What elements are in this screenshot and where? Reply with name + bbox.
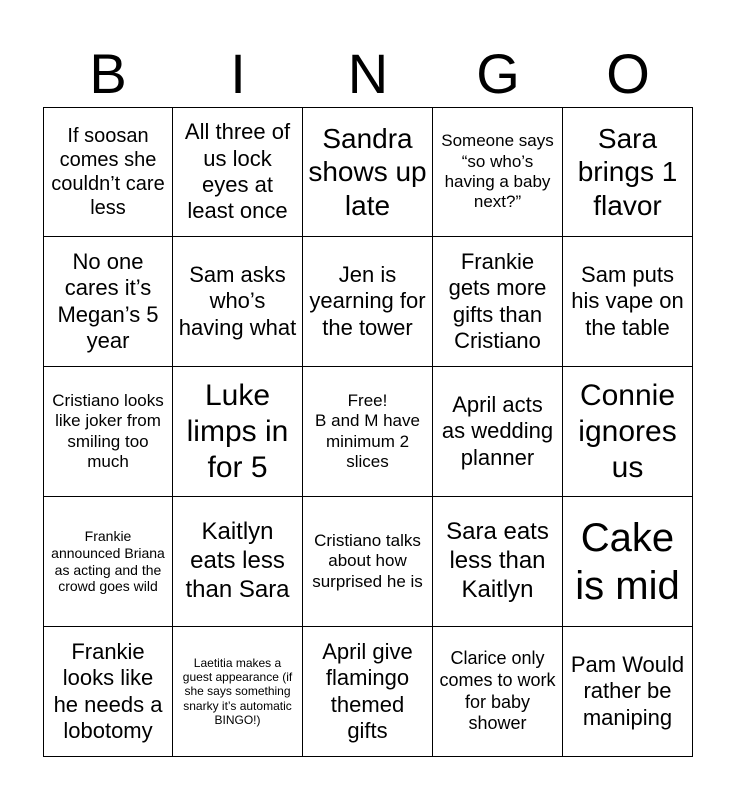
bingo-cell[interactable] — [433, 237, 563, 367]
bingo-cell-text: April acts as wedding planner — [441, 391, 554, 470]
bingo-cell-text: Pam Would rather be maniping — [570, 651, 685, 730]
bingo-cell-text: Luke limps in for 5 — [186, 378, 289, 484]
bingo-cell[interactable] — [173, 627, 303, 757]
bingo-cell-text: Sara eats less than Kaitlyn — [446, 518, 549, 603]
bingo-cell-text: Clarice only comes to work for baby shower — [439, 648, 556, 734]
bingo-cell-text: Sara brings 1 flavor — [577, 122, 678, 221]
bingo-cell[interactable] — [173, 107, 303, 237]
bingo-cell[interactable] — [303, 497, 433, 627]
bingo-cell[interactable] — [173, 237, 303, 367]
bingo-cell-text: Frankie looks like he needs a lobotomy — [53, 638, 163, 743]
bingo-cell[interactable] — [43, 107, 173, 237]
bingo-cell[interactable] — [173, 497, 303, 627]
bingo-cell-text: Someone says “so who’s having a baby next?” — [441, 131, 554, 212]
bingo-cell-text: No one cares it’s Megan’s 5 year — [57, 248, 159, 353]
bingo-cell[interactable] — [303, 627, 433, 757]
bingo-cell[interactable] — [563, 237, 693, 367]
bingo-cell[interactable] — [43, 627, 173, 757]
header-letter-n: N — [347, 42, 389, 105]
bingo-cell-text: Free! B and M have minimum 2 slices — [315, 390, 420, 471]
bingo-cell[interactable] — [433, 627, 563, 757]
bingo-cell-text: Cristiano talks about how surprised he is — [312, 530, 423, 591]
bingo-cell-text: Sandra shows up late — [308, 122, 427, 221]
bingo-cell-text: Jen is yearning for the tower — [309, 261, 426, 340]
bingo-cell[interactable] — [433, 497, 563, 627]
bingo-cell[interactable] — [433, 367, 563, 497]
header-letter-g: G — [476, 42, 520, 105]
bingo-cell-text: Laetitia makes a guest appearance (if she says something snarky it’s automatic BINGO!) — [182, 655, 293, 728]
bingo-cell-text: Sam puts his vape on the table — [571, 261, 684, 340]
header-letter-b: B — [89, 42, 127, 105]
bingo-cell[interactable] — [173, 367, 303, 497]
bingo-cell[interactable] — [303, 237, 433, 367]
bingo-cell[interactable] — [563, 627, 693, 757]
header-letter-o: O — [606, 42, 650, 105]
bingo-cell-text: April give flamingo themed gifts — [322, 638, 413, 743]
header-letter-i: I — [230, 42, 246, 105]
bingo-cell-text: Cake is mid — [575, 515, 680, 608]
bingo-grid — [43, 107, 693, 757]
bingo-cell-text: Kaitlyn eats less than Sara — [185, 518, 290, 603]
bingo-cell-text: Connie ignores us — [578, 378, 677, 484]
bingo-cell[interactable] — [43, 367, 173, 497]
bingo-cell[interactable] — [303, 367, 433, 497]
bingo-cell-text: Sam asks who’s having what — [178, 261, 297, 340]
bingo-cell[interactable] — [43, 237, 173, 367]
bingo-cell[interactable] — [563, 367, 693, 497]
bingo-cell[interactable] — [303, 107, 433, 237]
bingo-cell[interactable] — [433, 107, 563, 237]
bingo-header — [43, 44, 693, 104]
bingo-cell-text: Cristiano looks like joker from smiling too much — [52, 390, 164, 471]
bingo-cell-text: Frankie announced Briana as acting and the crowd goes wild — [51, 527, 165, 595]
bingo-cell[interactable] — [563, 107, 693, 237]
bingo-cell-text: Frankie gets more gifts than Cristiano — [448, 248, 547, 353]
bingo-cell[interactable] — [43, 497, 173, 627]
bingo-cell-text: All three of us lock eyes at least once — [184, 119, 291, 224]
bingo-cell-text: If soosan comes she couldn’t care less — [51, 125, 165, 219]
bingo-cell[interactable] — [563, 497, 693, 627]
